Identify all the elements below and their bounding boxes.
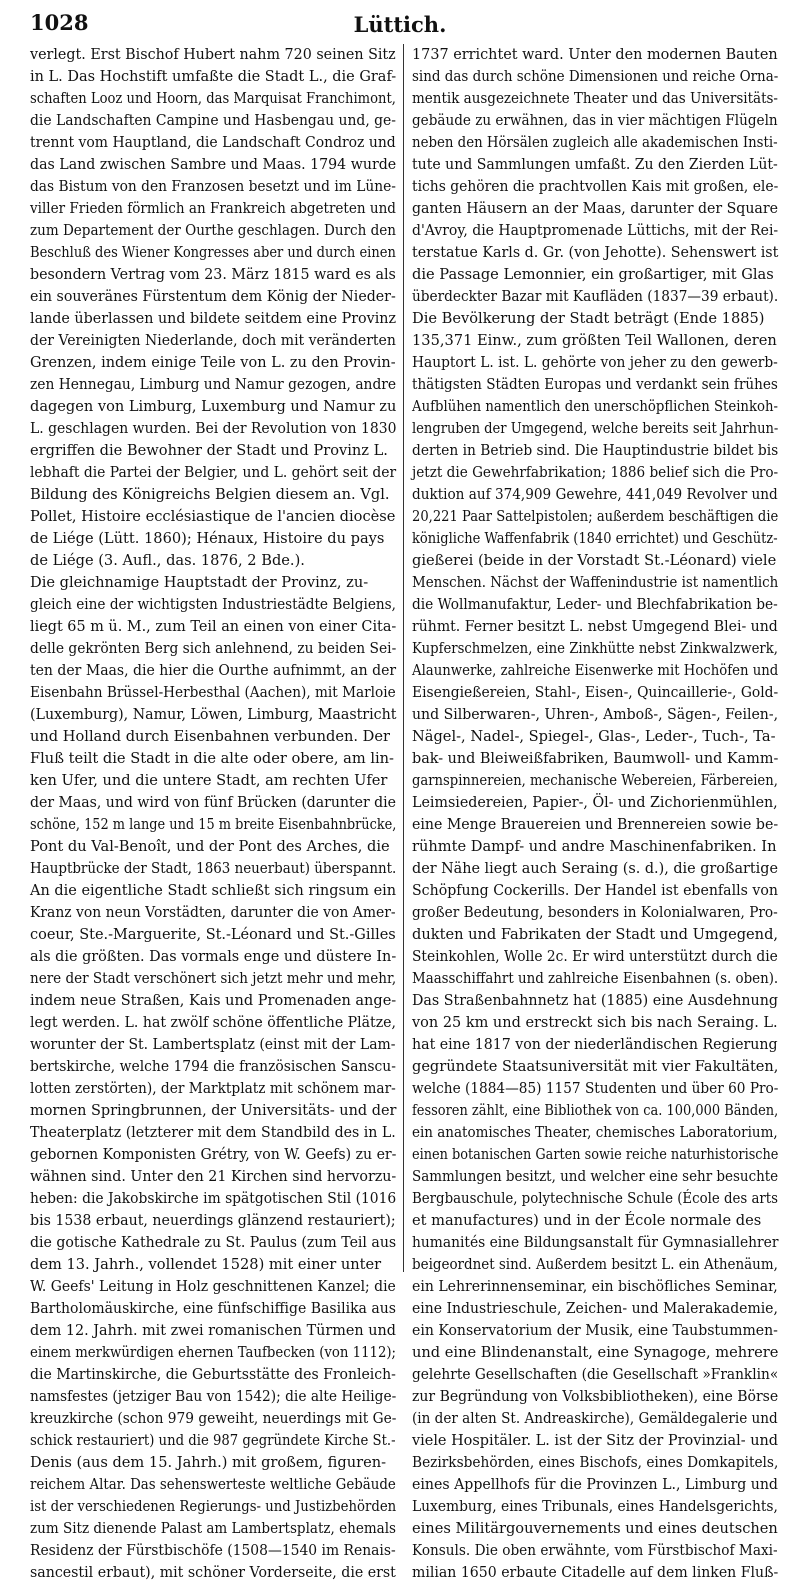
text-line: Alaunwerke, zahlreiche Eisenwerke mit Hochöfen und [412,662,779,679]
text-line: namsfestes (jetziger Bau von 1542); die alte Heilige- [30,1388,397,1405]
text-line: ein souveränes Fürstentum dem König der Nieder- [30,288,396,305]
text-line: die gotische Kathedrale zu St. Paulus (zum Teil aus [30,1234,397,1251]
text-line: eine Industrieschule, Zeichen- und Malerakademie, [412,1300,778,1317]
text-line: d'Avroy, die Hauptpromenade Lüttichs, mit der Rei- [412,222,779,239]
text-line: lande überlassen und bildete seitdem eine Provinz [30,310,397,327]
text-line: Luxemburg, eines Tribunals, eines Handelsgerichts, [412,1498,778,1515]
text-line: delle gekrönten Berg sich anlehnend, zu beiden Sei- [30,640,397,657]
text-line: sind das durch schöne Dimensionen und reiche Orna- [412,68,779,85]
text-line: gebornen Komponisten Grétry, von W. Geefs) zu er- [30,1146,397,1163]
text-line: ergriffen die Bewohner der Stadt und Provinz L. [30,442,388,459]
text-line: die Martinskirche, die Geburtsstätte des Fronleich- [30,1366,396,1383]
text-line: ist der verschiedenen Regierungs- und Justizbehörden [30,1498,397,1515]
text-line: Residenz der Fürstbischöfe (1508—1540 im Renais- [30,1542,396,1559]
text-line: besondern Vertrag vom 23. März 1815 ward es als [30,266,396,283]
text-line: zen Hennegau, Limburg und Namur gezogen, andre [30,376,397,393]
text-line: und eine Blindenanstalt, eine Synagoge, mehrere [412,1344,779,1361]
text-line: überdeckter Bazar mit Kaufläden (1837—39 erbaut). [412,288,779,305]
text-line: wähnen sind. Unter den 21 Kirchen sind hervorzu- [30,1168,397,1185]
text-line: 1737 errichtet ward. Unter den modernen Bauten [412,46,778,63]
page-number: 1028 [30,10,89,35]
text-line: duktion auf 374,909 Gewehre, 441,049 Revolver und [412,486,778,503]
text-line: die Passage Lemonnier, ein großartiger, mit Glas [412,266,774,283]
text-line: die Landschaften Campine und Hasbengau und, ge- [30,112,396,129]
text-line: tichs gehören die prachtvollen Kais mit großen, ele- [412,178,779,195]
text-line: 135,371 Einw., zum größten Teil Wallonen, deren [412,332,777,349]
text-line: der Nähe liegt auch Seraing (s. d.), die großartige [412,860,778,877]
text-line: welche (1884—85) 1157 Studenten und über 60 Pro- [412,1080,779,1097]
text-line: Steinkohlen, Wolle 2c. Er wird unterstützt durch die [412,948,778,965]
text-line: eines Militärgouvernements und eines deutschen [412,1520,778,1537]
text-line: Grenzen, indem einige Teile von L. zu den Provin- [30,354,396,371]
left-column [30,44,396,1584]
text-line: bertskirche, welche 1794 die französischen Sanscu- [30,1058,396,1075]
text-line: viller Frieden förmlich an Frankreich abgetreten und [30,200,396,217]
text-line: das Bistum von den Franzosen besetzt und im Lüne- [30,178,396,195]
text-line: Das Straßenbahnnetz hat (1885) eine Ausdehnung [412,992,779,1009]
text-line: zum Departement der Ourthe geschlagen. Durch den [30,222,397,239]
text-line: dem 12. Jahrh. mit zwei romanischen Türmen und [30,1322,396,1339]
text-line: Bartholomäuskirche, eine fünfschiffige Basilika aus [30,1300,396,1317]
text-line: die Wollmanufaktur, Leder- und Blechfabrikation be- [412,596,778,613]
text-line: ein anatomisches Theater, chemisches Laboratorium, [412,1124,778,1141]
text-line: Denis (aus dem 15. Jahrh.) mit großem, figuren- [30,1454,387,1471]
text-line: Schöpfung Cockerills. Der Handel ist ebenfalls von [412,882,778,899]
text-line: et manufactures) und in der École normale des [412,1212,762,1229]
text-line: reichem Altar. Das sehenswerteste weltliche Gebäude [30,1476,396,1493]
running-head: Lüttich. [353,12,447,37]
text-line: zum Sitz dienende Palast am Lambertsplatz, ehemals [30,1520,396,1537]
text-line: Beschluß des Wiener Kongresses aber und durch einen [30,244,396,261]
text-line: de Liége (3. Aufl., das. 1876, 2 Bde.). [30,552,305,569]
text-line: Konsuls. Die oben erwähnte, vom Fürstbischof Maxi- [412,1542,778,1559]
text-line: Eisengießereien, Stahl-, Eisen-, Quincaillerie-, Gold- [412,684,779,701]
text-line: Theaterplatz (letzterer mit dem Standbild des in L. [30,1124,396,1141]
text-line: lotten zerstörten), der Marktplatz mit schönem mar- [30,1080,396,1097]
text-line: L. geschlagen wurden. Bei der Revolution von 1830 [30,420,397,437]
text-line: mentik ausgezeichnete Theater und das Universitäts- [412,90,778,107]
text-line: (Luxemburg), Namur, Löwen, Limburg, Maastricht [30,706,397,723]
text-line: in L. Das Hochstift umfaßte die Stadt L., die Graf- [30,68,397,85]
text-line: als die größten. Das vormals enge und düstere In- [30,948,397,965]
text-line: viele Hospitäler. L. ist der Sitz der Provinzial- und [412,1432,779,1449]
text-line: Pollet, Histoire ecclésiastique de l'ancien diocèse [30,508,396,525]
text-line: terstatue Karls d. Gr. (von Jehotte). Sehenswert ist [412,244,779,261]
text-line: legt werden. L. hat zwölf schöne öffentliche Plätze, [30,1014,396,1031]
text-line: gelehrte Gesellschaften (die Gesellschaft »Franklin« [412,1366,779,1383]
right-column [412,44,778,1584]
text-line: de Liége (Lütt. 1860); Hénaux, Histoire du pays [30,530,385,547]
text-line: Bezirksbehörden, eines Bischofs, eines Domkapitels, [412,1454,779,1471]
text-line: einem merkwürdigen ehernen Taufbecken (von 1112); [30,1344,397,1361]
text-line: fessoren zählt, eine Bibliothek von ca. 100,000 Bänden, [412,1102,779,1119]
text-line: gegründete Staatsuniversität mit vier Fakultäten, [412,1058,779,1075]
text-line: von 25 km und erstreckt sich bis nach Seraing. L. [412,1014,778,1031]
text-line: lengruben der Umgegend, welche bereits seit Jahrhun- [412,420,779,437]
text-line: ken Ufer, und die untere Stadt, am rechten Ufer [30,772,388,789]
text-line: gebäude zu erwähnen, das in vier mächtigen Flügeln [412,112,778,129]
text-line: 20,221 Paar Sattelpistolen; außerdem beschäftigen die [412,508,779,525]
text-line: Fluß teilt die Stadt in die alte oder obere, am lin- [30,750,394,767]
text-line: und Holland durch Eisenbahnen verbunden. Der [30,728,390,745]
column-divider [403,44,404,1272]
text-line: Die gleichnamige Hauptstadt der Provinz, zu- [30,574,369,591]
text-line: beigeordnet sind. Außerdem besitzt L. ein Athenäum, [412,1256,778,1273]
text-line: Leimsiedereien, Papier-, Öl- und Zichorienmühlen, [412,794,778,811]
text-line: worunter der St. Lambertsplatz (einst mit der Lam- [30,1036,396,1053]
text-line: Hauptort L. ist. L. gehörte von jeher zu den gewerb- [412,354,778,371]
text-line: heben: die Jakobskirche im spätgotischen Stil (1016 [30,1190,397,1207]
text-line: garnspinnereien, mechanische Webereien, Färbereien, [412,772,778,789]
text-line: An die eigentliche Stadt schließt sich ringsum ein [30,882,397,899]
text-line: sancestil erbaut), mit schöner Vorderseite, die erst [30,1564,396,1581]
text-line: Nägel-, Nadel-, Spiegel-, Glas-, Leder-, Tuch-, Ta- [412,728,776,745]
text-line: derten in Betrieb sind. Die Hauptindustrie bildet bis [412,442,779,459]
text-line: Aufblühen namentlich den unerschöpflichen Steinkoh- [412,398,778,415]
text-line: thätigsten Städten Europas und verdankt sein frühes [412,376,778,393]
text-line: großer Bedeutung, besonders in Kolonialwaren, Pro- [412,904,778,921]
text-line: indem neue Straßen, Kais und Promenaden ange- [30,992,397,1009]
text-line: dagegen von Limburg, Luxemburg und Namur zu [30,398,397,415]
text-line: Kranz von neun Vorstädten, darunter die von Amer- [30,904,396,921]
text-line: einen botanischen Garten sowie reiche naturhistorische [412,1146,779,1163]
text-line: schaften Looz und Hoorn, das Marquisat Franchimont, [30,90,396,107]
text-line: nere der Stadt verschönert sich jetzt mehr und mehr, [30,970,397,987]
text-line: königliche Waffenfabrik (1840 errichtet) und Geschütz- [412,530,778,547]
text-line: Die Bevölkerung der Stadt beträgt (Ende 1885) [412,310,765,327]
text-line: schöne, 152 m lange und 15 m breite Eisenbahnbrücke, [30,816,397,833]
text-line: ein Konservatorium der Musik, eine Taubstummen- [412,1322,778,1339]
text-line: jetzt die Gewehrfabrikation; 1886 belief sich die Pro- [412,464,779,481]
text-line: das Land zwischen Sambre und Maas. 1794 wurde [30,156,397,173]
text-line: ten der Maas, die hier die Ourthe aufnimmt, an der [30,662,397,679]
text-line: dukten und Fabrikaten der Stadt und Umgegend, [412,926,779,943]
text-line: neben den Hörsälen zugleich alle akademischen Insti- [412,134,778,151]
text-line: der Vereinigten Niederlande, doch mit veränderten [30,332,396,349]
text-line: Hauptbrücke der Stadt, 1863 neuerbaut) überspannt. [30,860,397,877]
text-line: eines Appellhofs für die Provinzen L., Limburg und [412,1476,778,1493]
text-line: ganten Häusern an der Maas, darunter der Square [412,200,778,217]
text-line: (in der alten St. Andreaskirche), Gemäldegalerie und [412,1410,778,1427]
text-line: Eisenbahn Brüssel-Herbesthal (Aachen), mit Marloie [30,684,396,701]
text-line: Menschen. Nächst der Waffenindustrie ist namentlich [412,574,779,591]
text-line: kreuzkirche (schon 979 geweiht, neuerdings mit Ge- [30,1410,397,1427]
text-line: bak- und Bleiweißfabriken, Baumwoll- und Kamm- [412,750,779,767]
text-line: milian 1650 erbaute Citadelle auf dem linken Fluß- [412,1564,779,1581]
text-line: verlegt. Erst Bischof Hubert nahm 720 seinen Sitz [30,46,396,63]
text-line: hat eine 1817 von der niederländischen Regierung [412,1036,778,1053]
text-line: rühmte Dampf- und andre Maschinenfabriken. In [412,838,777,855]
text-line: schick restauriert) und die 987 gegründete Kirche St.- [30,1432,396,1449]
text-line: bis 1538 erbaut, neuerdings glänzend restauriert); [30,1212,396,1229]
text-line: Pont du Val-Benoît, und der Pont des Arches, die [30,838,390,855]
text-line: gießerei (beide in der Vorstadt St.-Léonard) viele [412,552,777,569]
text-line: Sammlungen besitzt, und welcher eine sehr besuchte [412,1168,779,1185]
text-line: eine Menge Brauereien und Brennereien sowie be- [412,816,779,833]
text-line: rühmt. Ferner besitzt L. nebst Umgegend Blei- und [412,618,778,635]
text-line: Bildung des Königreichs Belgien diesem an. Vgl. [30,486,390,503]
text-line: lebhaft die Partei der Belgier, und L. gehört seit der [30,464,397,481]
text-line: und Silberwaren-, Uhren-, Amboß-, Sägen-, Feilen-, [412,706,779,723]
text-line: Kupferschmelzen, eine Zinkhütte nebst Zinkwalzwerk, [412,640,778,657]
text-line: der Maas, und wird von fünf Brücken (darunter die [30,794,396,811]
text-line: humanités eine Bildungsanstalt für Gymnasiallehrer [412,1234,779,1251]
text-line: gleich eine der wichtigsten Industriestädte Belgiens, [30,596,397,613]
text-line: trennt vom Hauptland, die Landschaft Condroz und [30,134,396,151]
text-line: dem 13. Jahrh., vollendet 1528) mit einer unter [30,1256,382,1273]
text-line: liegt 65 m ü. M., zum Teil an einen von einer Cita- [30,618,397,635]
text-line: Maasschiffahrt und zahlreiche Eisenbahnen (s. oben). [412,970,779,987]
text-line: ein Lehrerinnenseminar, ein bischöfliches Seminar, [412,1278,778,1295]
text-line: Bergbauschule, polytechnische Schule (École des arts [412,1190,778,1207]
text-line: W. Geefs' Leitung in Holz geschnittenen Kanzel; die [30,1278,396,1295]
text-line: zur Begründung von Volksbibliotheken), eine Börse [412,1388,779,1405]
text-line: mornen Springbrunnen, der Universitäts- und der [30,1102,397,1119]
text-line: coeur, Ste.-Marguerite, St.-Léonard und St.-Gilles [30,926,396,943]
text-line: tute und Sammlungen umfaßt. Zu den Zierden Lüt- [412,156,778,173]
